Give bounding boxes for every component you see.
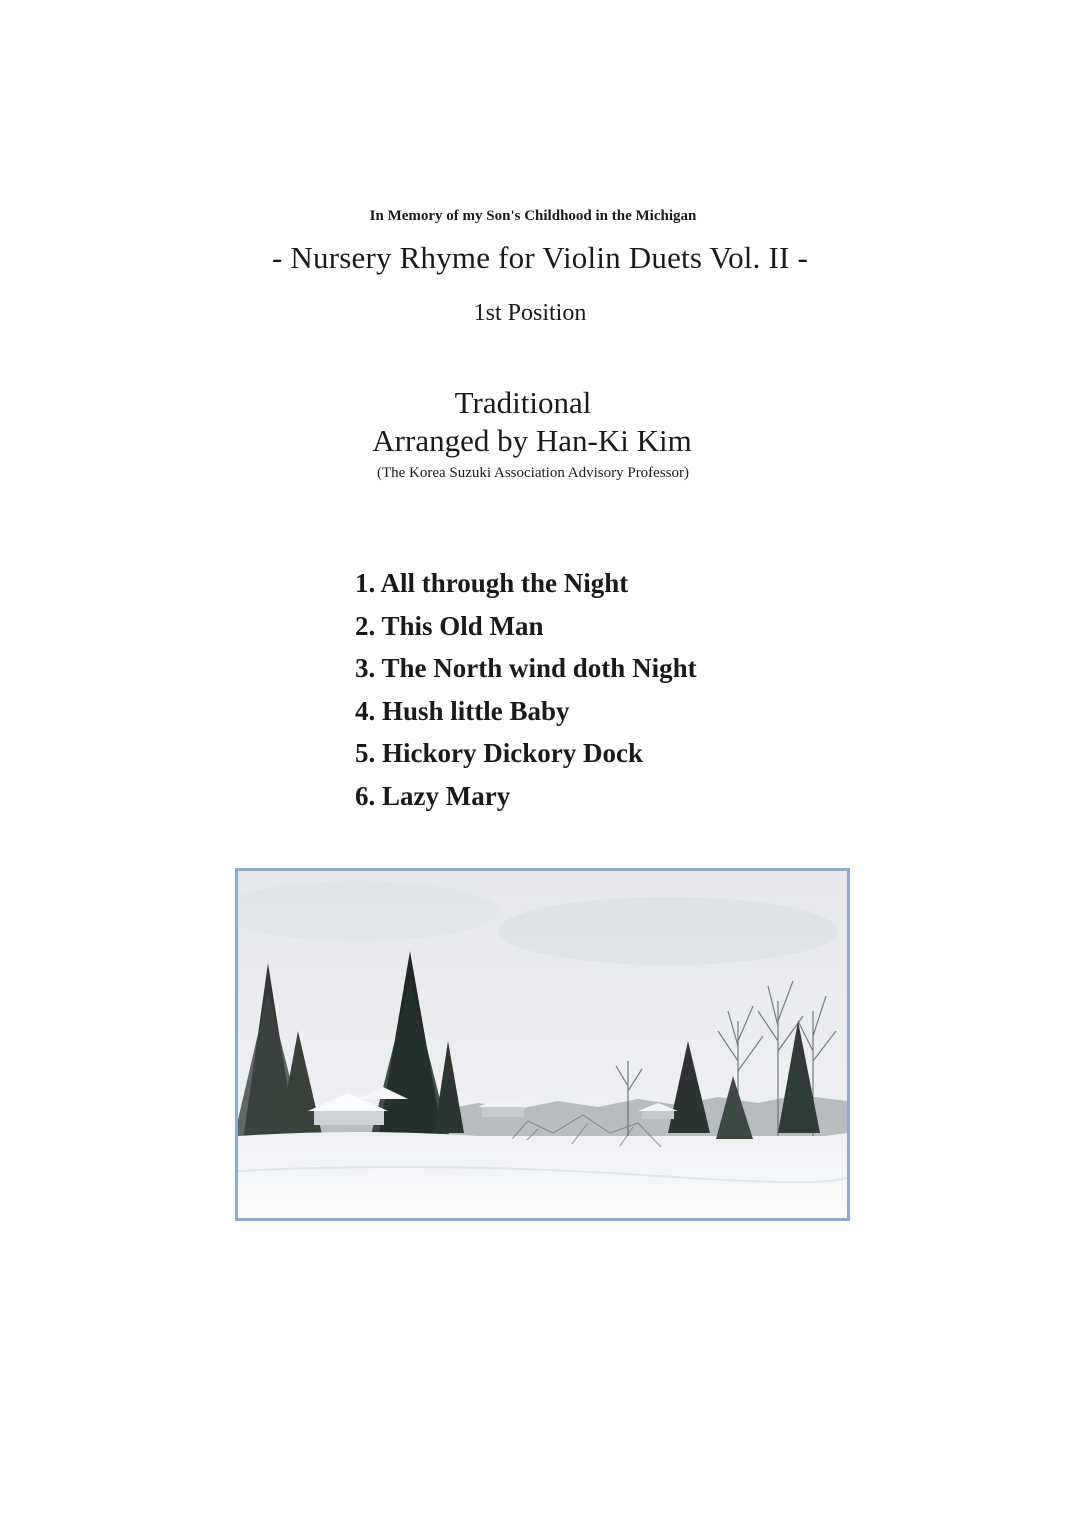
winter-park-photo [235, 868, 850, 1221]
snow-ground [238, 1132, 847, 1218]
arranger-credit: Arranged by Han-Ki Kim [372, 423, 692, 458]
song-item: 3. The North wind doth Night [355, 653, 697, 683]
page-title: - Nursery Rhyme for Violin Duets Vol. II - [271, 240, 809, 275]
song-item: 5. Hickory Dickory Dock [355, 738, 643, 768]
composer-credit: Traditional [454, 385, 592, 420]
song-item: 6. Lazy Mary [355, 780, 511, 811]
dedication-line: In Memory of my Son's Childhood in the Michigan [369, 208, 697, 224]
song-list [355, 562, 697, 817]
position-subtitle: 1st Position [473, 300, 587, 326]
arranger-affiliation: (The Korea Suzuki Association Advisory Professor) [376, 465, 690, 481]
song-item: 2. This Old Man [355, 610, 544, 641]
winter-landscape-illustration [238, 871, 847, 1218]
song-item: 1. All through the Night [355, 568, 629, 598]
song-item: 4. Hush little Baby [355, 695, 570, 726]
